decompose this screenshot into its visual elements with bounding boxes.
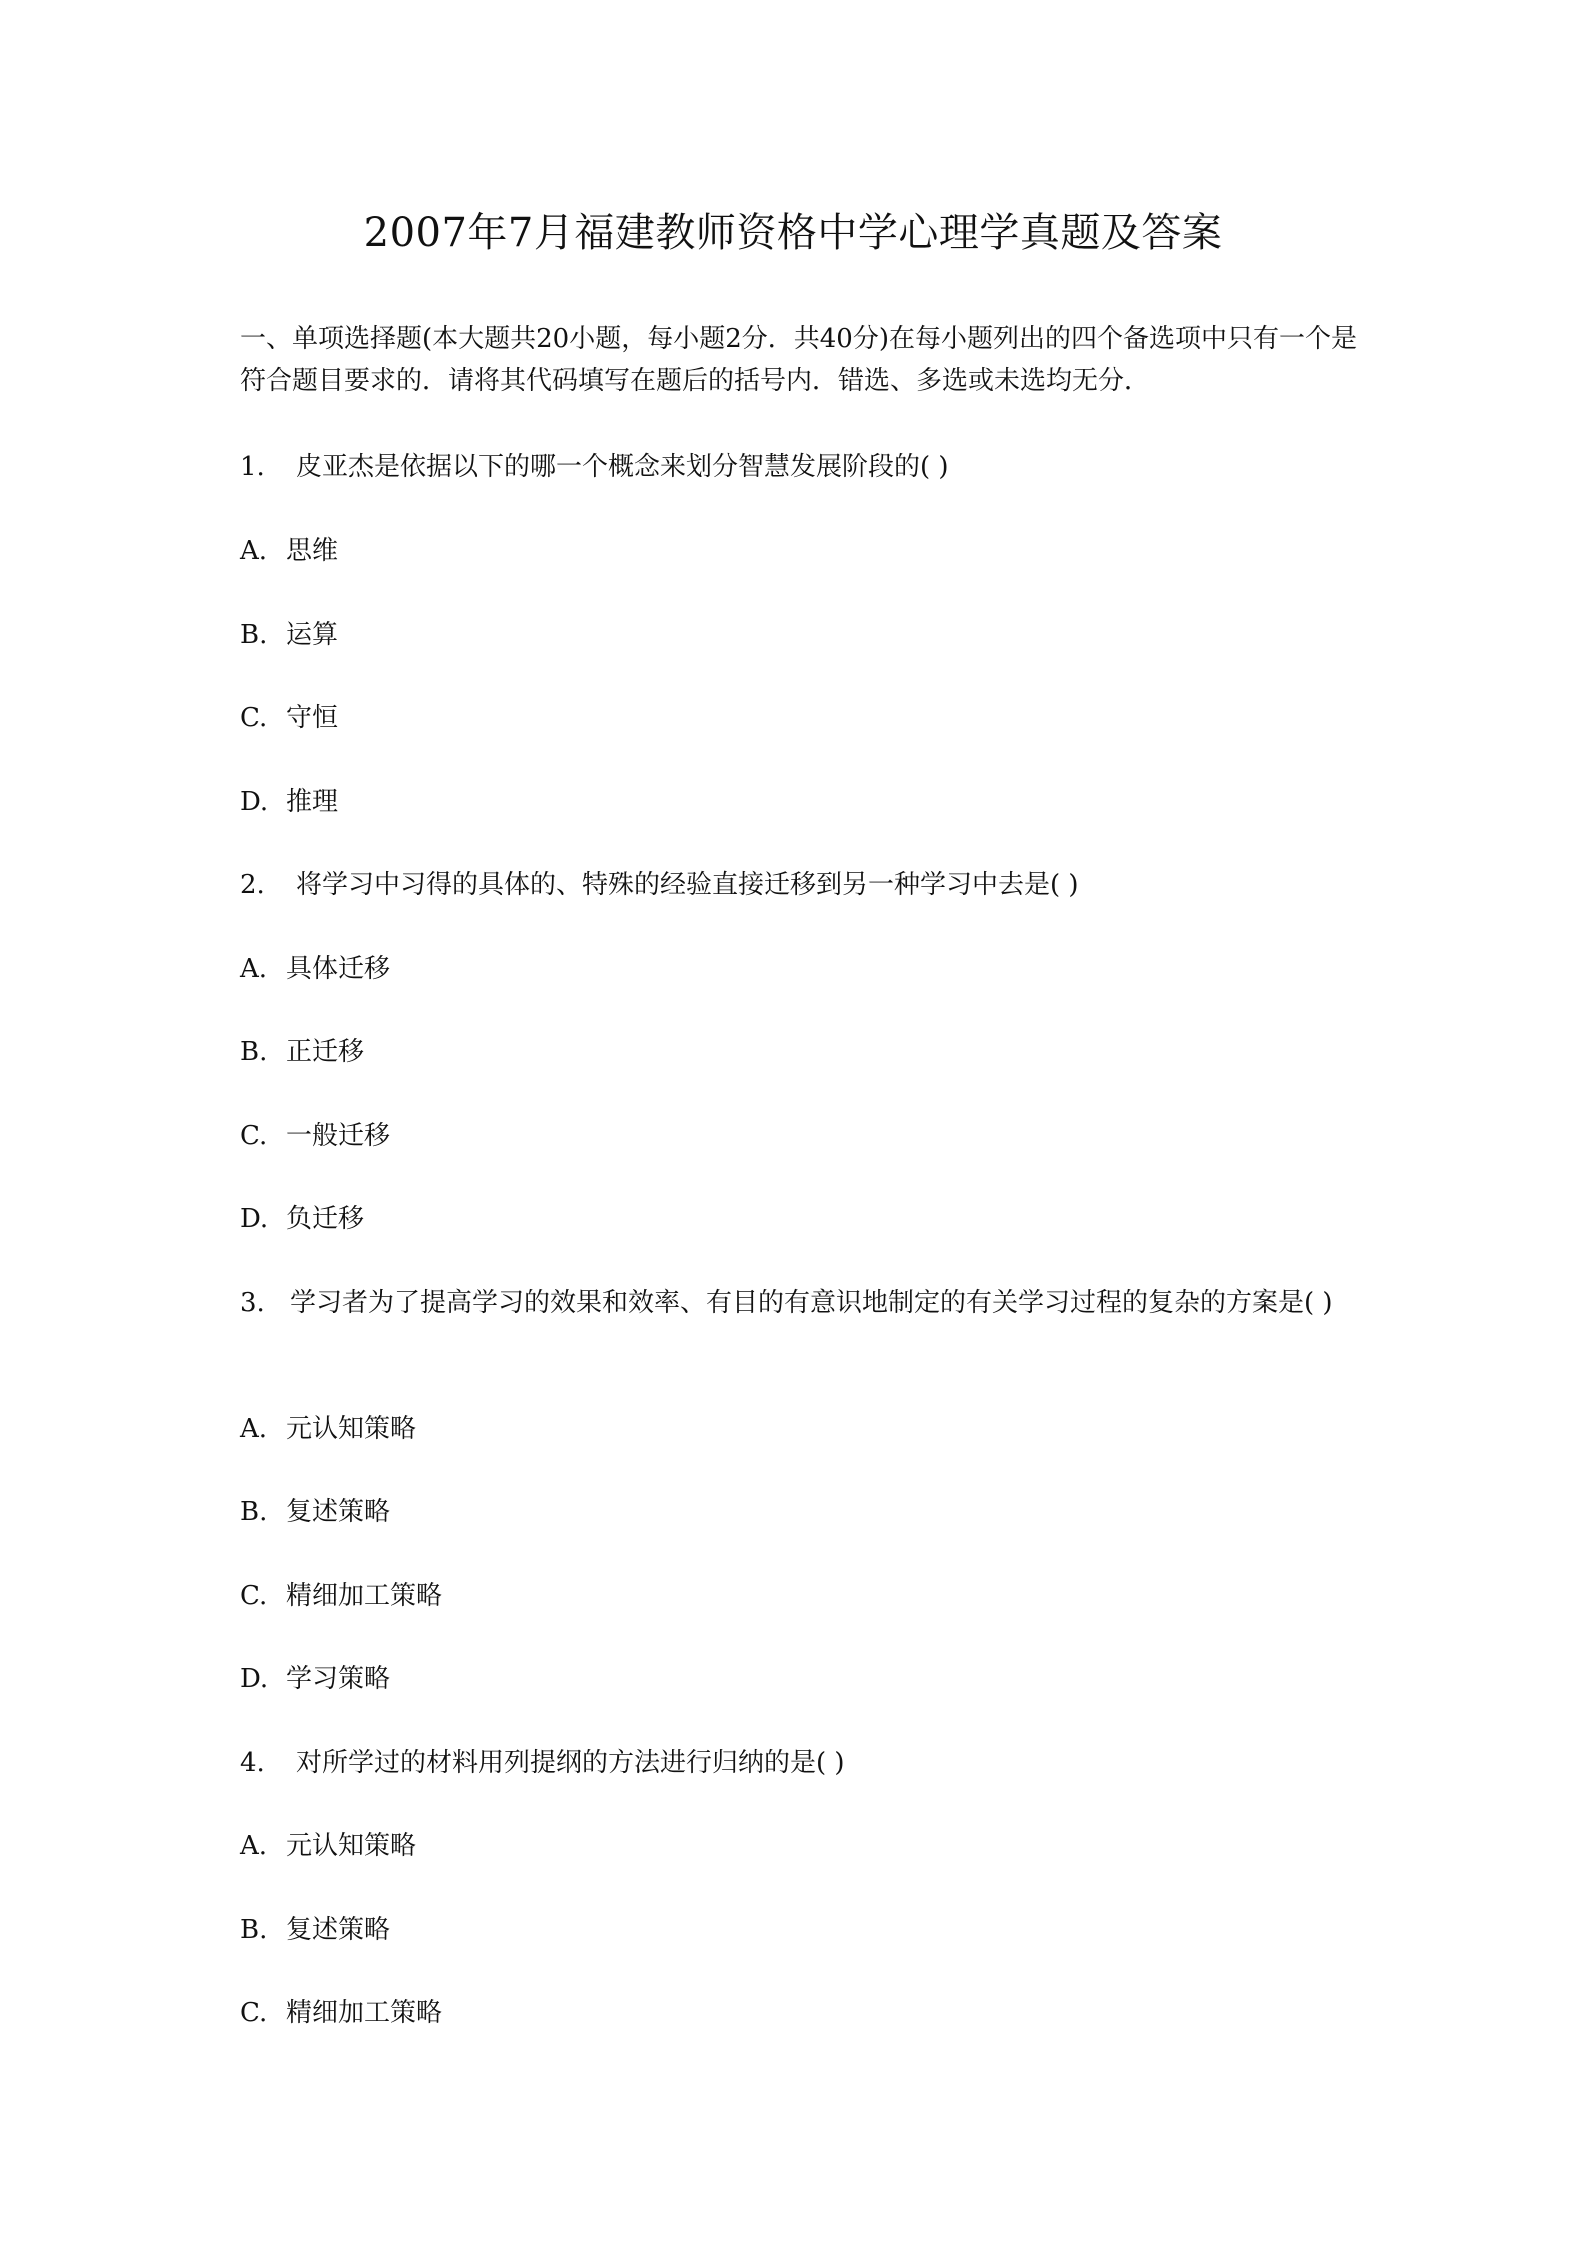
option-text: 具体迁移 xyxy=(286,954,391,984)
option-letter: C. xyxy=(240,1581,268,1611)
option-text: 复述策略 xyxy=(286,1497,391,1527)
option-letter: A. xyxy=(240,1831,268,1861)
option-text: 一般迁移 xyxy=(286,1121,391,1151)
option-text: 复述策略 xyxy=(286,1915,391,1945)
question-1-option-d xyxy=(240,781,338,823)
question-3-option-a xyxy=(240,1408,416,1450)
question-3 xyxy=(240,1282,1360,1324)
question-4-option-c xyxy=(240,1992,442,2034)
question-1-option-c xyxy=(240,697,338,739)
question-2-option-c xyxy=(240,1115,390,1157)
section-intro: 一、单项选择题(本大题共20小题，每小题2分．共40分)在每小题列出的四个备选项中只有一个是符合题目要求的．请将其代码填写在题后的括号内．错选、多选或未选均无分． xyxy=(240,324,1357,396)
option-letter: D. xyxy=(240,1664,269,1694)
option-letter: B. xyxy=(240,1915,268,1945)
option-letter: D. xyxy=(240,787,269,817)
question-1 xyxy=(240,446,949,488)
question-4 xyxy=(240,1742,845,1784)
question-4-option-b xyxy=(240,1909,390,1951)
question-3-option-c xyxy=(240,1575,442,1617)
question-text: 将学习中习得的具体的、特殊的经验直接迁移到另一种学习中去是( ) xyxy=(296,870,1079,900)
option-text: 守恒 xyxy=(286,703,339,733)
option-letter: D. xyxy=(240,1204,269,1234)
question-4-option-a xyxy=(240,1825,416,1867)
question-2-option-d xyxy=(240,1198,364,1240)
question-3-option-d xyxy=(240,1658,390,1700)
question-number: 4. xyxy=(240,1748,265,1778)
option-letter: C. xyxy=(240,703,268,733)
question-2-option-b xyxy=(240,1031,364,1073)
question-text: 学习者为了提高学习的效果和效率、有目的有意识地制定的有关学习过程的复杂的方案是( ) xyxy=(290,1288,1333,1318)
option-text: 学习策略 xyxy=(286,1664,391,1694)
question-1-option-b xyxy=(240,614,338,656)
question-number: 2. xyxy=(240,870,265,900)
option-letter: A. xyxy=(240,1414,268,1444)
option-text: 元认知策略 xyxy=(286,1414,417,1444)
option-letter: A. xyxy=(240,536,268,566)
option-letter: B. xyxy=(240,1497,268,1527)
option-letter: B. xyxy=(240,1037,268,1067)
option-text: 推理 xyxy=(286,787,339,817)
option-letter: A. xyxy=(240,954,268,984)
document-title: 2007年7月福建教师资格中学心理学真题及答案 xyxy=(363,210,1223,256)
question-3-option-b xyxy=(240,1491,390,1533)
option-text: 精细加工策略 xyxy=(286,1998,443,2028)
option-text: 运算 xyxy=(286,620,339,650)
option-letter: C. xyxy=(240,1998,268,2028)
option-letter: C. xyxy=(240,1121,268,1151)
option-text: 负迁移 xyxy=(286,1204,365,1234)
question-number: 1. xyxy=(240,452,265,482)
question-text: 皮亚杰是依据以下的哪一个概念来划分智慧发展阶段的( ) xyxy=(296,452,949,482)
question-2-option-a xyxy=(240,948,390,990)
question-1-option-a xyxy=(240,530,338,572)
option-letter: B. xyxy=(240,620,268,650)
option-text: 元认知策略 xyxy=(286,1831,417,1861)
question-2 xyxy=(240,864,1079,906)
option-text: 思维 xyxy=(286,536,339,566)
option-text: 精细加工策略 xyxy=(286,1581,443,1611)
question-text: 对所学过的材料用列提纲的方法进行归纳的是( ) xyxy=(296,1748,845,1778)
option-text: 正迁移 xyxy=(286,1037,365,1067)
question-number: 3. xyxy=(240,1288,265,1318)
